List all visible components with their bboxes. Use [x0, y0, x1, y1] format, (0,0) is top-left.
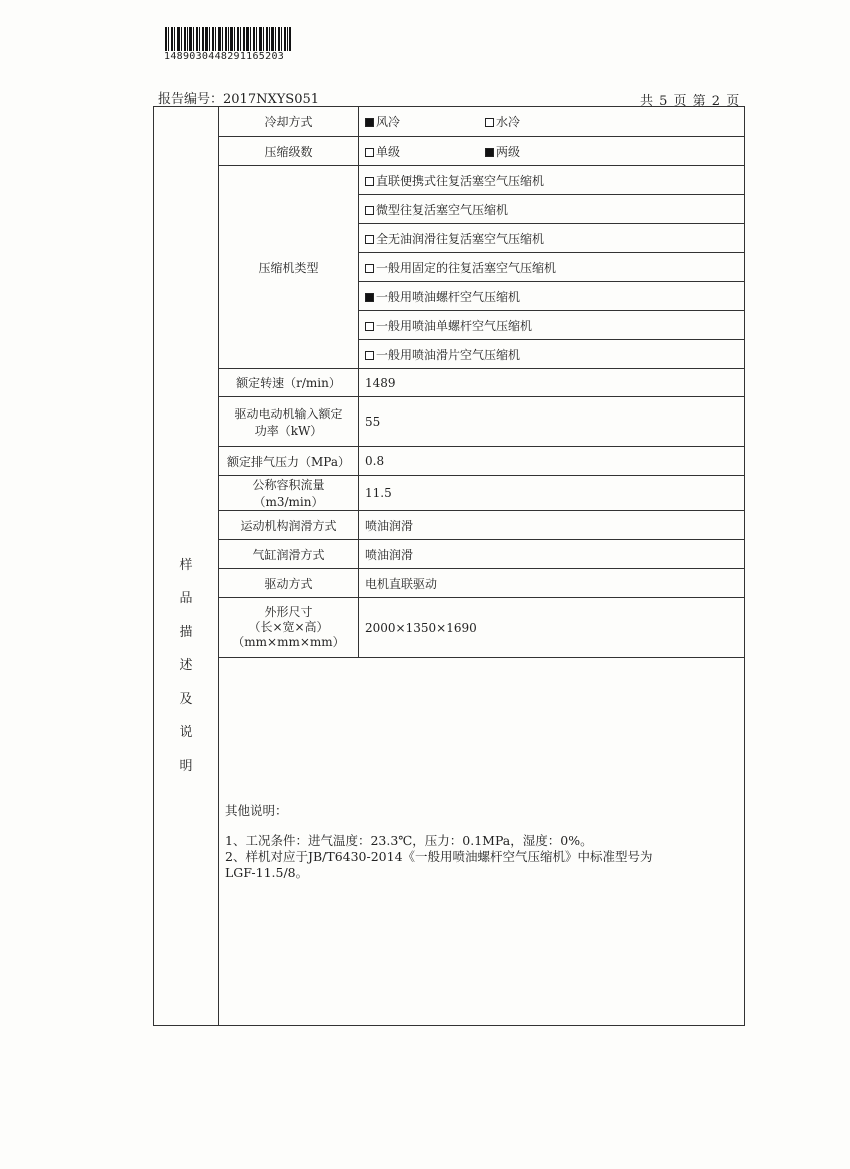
- motion-lube-label: 运动机构润滑方式: [219, 511, 359, 540]
- notes-title: 其他说明：: [225, 802, 288, 818]
- dimensions-sub-label: （长×宽×高）: [248, 620, 329, 634]
- barcode-number: 1489030448291165203: [164, 51, 285, 62]
- compressor-type-option: 全无油润滑往复活塞空气压缩机: [376, 231, 545, 246]
- speed-value: 1489: [359, 369, 745, 397]
- sample-description-table: [153, 106, 745, 1026]
- side-char: 样: [179, 557, 193, 573]
- row-pressure: [154, 447, 745, 476]
- row-cooling: [154, 107, 745, 137]
- dimensions-unit: （mm×mm×mm）: [232, 635, 345, 649]
- compressor-type-option: 一般用喷油滑片空气压缩机: [376, 347, 521, 362]
- compressor-type-label: 压缩机类型: [219, 166, 359, 369]
- flow-label: 公称容积流量（m3/min）: [219, 476, 359, 511]
- cooling-option-air: 风冷: [376, 115, 401, 129]
- checkbox-checked-icon: [365, 293, 374, 302]
- speed-label: 额定转速（r/min）: [219, 369, 359, 397]
- cooling-option-water: 水冷: [496, 115, 521, 129]
- row-speed: [154, 369, 745, 397]
- row-motor-power: [154, 397, 745, 447]
- drive-value: 电机直联驱动: [359, 569, 745, 598]
- seal-fragment: [818, 552, 838, 662]
- motor-power-unit: 功率（kW）: [254, 423, 323, 438]
- pressure-label: 额定排气压力（MPa）: [219, 447, 359, 476]
- side-char: 明: [179, 758, 193, 774]
- row-notes: [154, 658, 745, 1026]
- row-drive: [154, 569, 745, 598]
- motion-lube-value: 喷油润滑: [359, 511, 745, 540]
- side-char: 说: [179, 725, 193, 741]
- side-char: 述: [179, 658, 193, 674]
- notes-line: 1、工况条件：进气温度：23.3℃，压力：0.1MPa，湿度：0%。: [225, 832, 593, 848]
- row-dimensions: [154, 598, 745, 658]
- stages-option-two: 两级: [496, 144, 521, 159]
- checkbox-empty-icon: [365, 264, 374, 273]
- checkbox-empty-icon: [365, 235, 374, 244]
- row-cylinder-lube: [154, 540, 745, 569]
- compressor-type-option: 一般用固定的往复活塞空气压缩机: [376, 260, 557, 275]
- checkbox-empty-icon: [485, 118, 494, 127]
- checkbox-empty-icon: [365, 177, 374, 186]
- stages-label: 压缩级数: [219, 137, 359, 166]
- barcode-image: [165, 27, 291, 51]
- checkbox-empty-icon: [365, 206, 374, 215]
- side-char: 描: [179, 624, 193, 640]
- flow-value: 11.5: [359, 476, 745, 511]
- cylinder-lube-label: 气缸润滑方式: [219, 540, 359, 569]
- dimensions-value: 2000×1350×1690: [359, 598, 745, 658]
- motor-power-value: 55: [359, 397, 745, 447]
- drive-label: 驱动方式: [219, 569, 359, 598]
- notes-line: LGF-11.5/8。: [225, 864, 309, 880]
- compressor-type-option: 微型往复活塞空气压缩机: [376, 202, 509, 217]
- cooling-label: 冷却方式: [219, 107, 359, 137]
- page-info: 共 5 页 第 2 页: [640, 94, 741, 109]
- row-motion-lube: [154, 511, 745, 540]
- pressure-value: 0.8: [359, 447, 745, 476]
- dimensions-label: 外形尺寸: [264, 605, 313, 619]
- notes-line: 2、样机对应于JB/T6430-2014《一般用喷油螺杆空气压缩机》中标准型号为: [225, 848, 653, 864]
- side-char: 品: [179, 591, 193, 607]
- checkbox-checked-icon: [485, 148, 494, 157]
- compressor-type-option: 直联便携式往复活塞空气压缩机: [376, 173, 545, 188]
- compressor-type-option: 一般用喷油螺杆空气压缩机: [376, 289, 521, 304]
- checkbox-empty-icon: [365, 322, 374, 331]
- cylinder-lube-value: 喷油润滑: [359, 540, 745, 569]
- checkbox-checked-icon: [365, 118, 374, 127]
- row-stages: [154, 137, 745, 166]
- compressor-type-option: 一般用喷油单螺杆空气压缩机: [376, 318, 533, 333]
- report-number: 报告编号：2017NXYS051: [158, 92, 320, 107]
- stages-option-single: 单级: [376, 144, 401, 159]
- row-flow: [154, 476, 745, 511]
- row-compressor-type: [154, 166, 745, 195]
- checkbox-empty-icon: [365, 148, 374, 157]
- checkbox-empty-icon: [365, 351, 374, 360]
- motor-power-label: 驱动电动机输入额定: [234, 406, 343, 421]
- side-char: 及: [179, 691, 193, 707]
- notes-cell: [219, 658, 745, 1026]
- side-label: [154, 107, 219, 1026]
